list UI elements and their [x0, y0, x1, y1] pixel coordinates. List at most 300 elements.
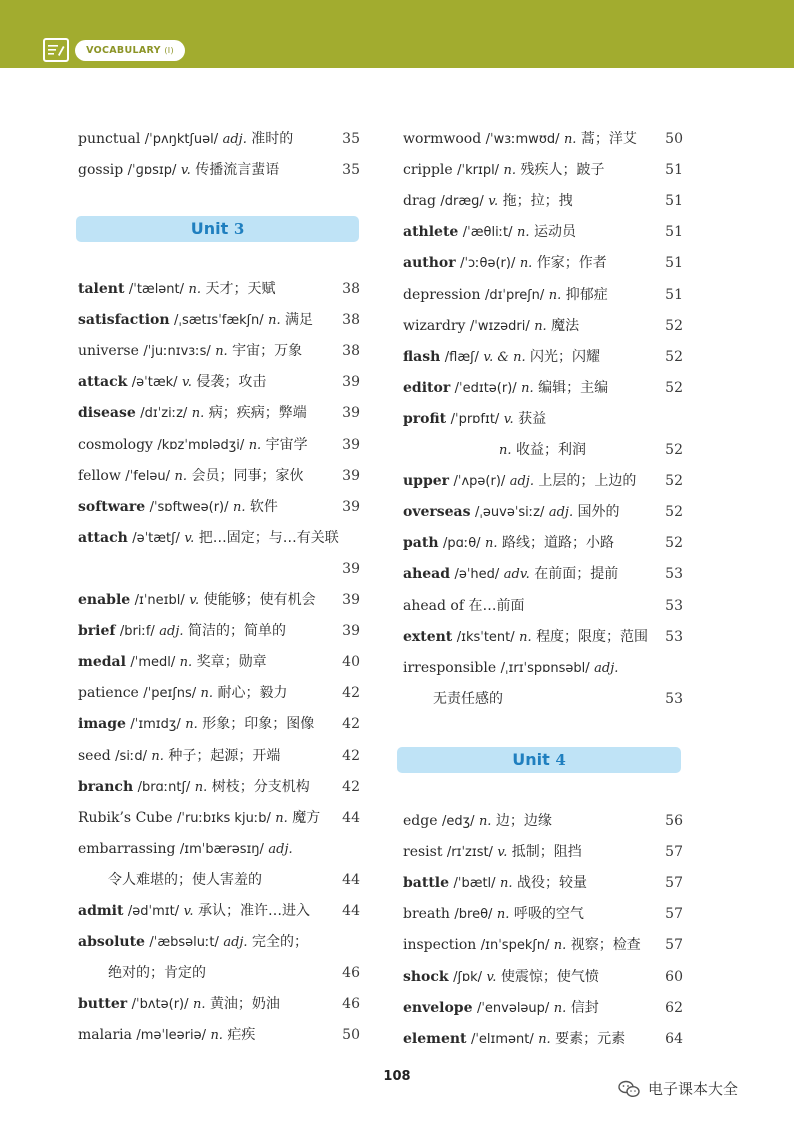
vocab-entry	[78, 495, 360, 519]
entry-meaning: 收益；利润	[515, 442, 586, 458]
entry-part-of-speech: n.	[519, 629, 532, 645]
entry-meaning: 在前面；提前	[534, 566, 619, 583]
entry-page-number: 39	[342, 436, 360, 453]
entry-word: satisfaction	[78, 312, 170, 329]
entry-page-number: 46	[342, 965, 360, 982]
entry-meaning: 疟疾	[227, 1027, 256, 1044]
entry-word: cripple	[403, 162, 453, 179]
entry-part-of-speech: n.	[179, 655, 193, 671]
entry-part-of-speech: n.	[496, 907, 510, 923]
entry-page-number: 51	[665, 224, 683, 241]
entry-text	[78, 127, 293, 152]
entry-phonetic: /edʒ/	[441, 814, 475, 829]
entry-part-of-speech: n.	[553, 1000, 567, 1016]
entry-part-of-speech: n.	[191, 406, 205, 422]
entry-part-of-speech: n.	[548, 287, 562, 303]
entry-part-of-speech: n.	[538, 1031, 551, 1047]
entry-text	[78, 433, 308, 458]
entry-word: gossip	[78, 162, 124, 179]
entry-meaning: 黄油；奶油	[209, 996, 280, 1013]
entry-word: malaria	[78, 1027, 132, 1044]
vocab-entry	[78, 619, 360, 643]
entry-meaning: 令人难堪的；使人害羞的	[108, 871, 262, 888]
entry-phonetic: /ˈruːbɪks kjuːb/	[177, 810, 271, 826]
vocab-entry	[78, 775, 360, 799]
entry-page-number: 44	[342, 903, 360, 919]
vocab-entry	[403, 251, 683, 275]
entry-text	[499, 438, 586, 463]
entry-page-number: 56	[665, 813, 683, 829]
entry-word: wormwood	[403, 131, 482, 147]
section-label-sub: (I)	[164, 46, 174, 55]
entry-meaning: 宇宙学	[265, 436, 308, 453]
entry-phonetic: /ˈbʌtə(r)/	[131, 997, 189, 1013]
entry-part-of-speech: n.	[192, 997, 206, 1013]
entry-meaning: 天才；天赋	[205, 281, 276, 297]
entry-word: edge	[403, 813, 438, 829]
entry-meaning: 拖；拉；拽	[502, 193, 573, 210]
vocab-entry	[78, 837, 360, 861]
vocab-entry	[403, 562, 683, 586]
entry-phonetic: /ədˈmɪt/	[127, 904, 180, 919]
entry-page-number: 57	[665, 875, 683, 892]
entry-word: path	[403, 535, 439, 552]
entry-meaning: 软件	[249, 498, 278, 515]
entry-text	[403, 407, 546, 432]
entry-text	[403, 933, 641, 958]
entry-text	[403, 562, 618, 587]
entry-page-number: 57	[665, 937, 683, 954]
entry-text	[403, 283, 608, 308]
entry-meaning: 程度；限度；范围	[536, 628, 649, 645]
entry-text	[78, 712, 314, 737]
entry-meaning: 上层的；上边的	[538, 473, 637, 490]
entry-text	[403, 656, 618, 681]
entry-page-number: 50	[665, 131, 683, 147]
entry-phonetic: /ˈæbsəluːt/	[149, 935, 219, 951]
entry-word: cosmology	[78, 436, 153, 453]
entry-word: fellow	[78, 467, 121, 484]
vocab-entry	[403, 469, 683, 493]
entry-part-of-speech: v.	[503, 411, 514, 427]
vocab-entry	[78, 992, 360, 1016]
entry-meaning: 残疾人；跛子	[520, 162, 605, 179]
entry-text	[403, 220, 576, 245]
entry-part-of-speech: n.	[200, 686, 214, 702]
entry-meaning: 耐心；毅力	[217, 685, 288, 702]
entry-phonetic: /ˌsætɪsˈfækʃn/	[174, 313, 264, 329]
entry-word: irresponsible	[403, 659, 497, 676]
entry-page-number: 53	[665, 597, 683, 614]
entry-page-number: 53	[665, 690, 683, 707]
entry-meaning: 宇宙；万象	[232, 343, 303, 360]
entry-word: branch	[78, 778, 134, 795]
vocab-entry	[403, 531, 683, 555]
vocab-entry	[403, 376, 683, 400]
entry-part-of-speech: n.	[485, 536, 498, 552]
entry-page-number: 39	[342, 405, 360, 422]
entry-part-of-speech: v.	[183, 904, 194, 919]
entry-meaning: 病；疾病；弊端	[208, 405, 307, 422]
vocab-entry	[403, 594, 683, 618]
vocab-entry	[403, 840, 683, 864]
entry-text	[78, 899, 310, 924]
entry-part-of-speech: adj.	[223, 935, 248, 951]
vocab-entry	[78, 158, 360, 182]
entry-word: element	[403, 1030, 467, 1047]
unit-heading-number: 4	[555, 751, 566, 769]
entry-text	[403, 594, 524, 618]
entry-part-of-speech: n.	[563, 132, 577, 147]
entry-word: universe	[78, 343, 139, 360]
entry-page-number: 51	[665, 286, 683, 303]
entry-part-of-speech: v. & n.	[483, 349, 526, 365]
entry-part-of-speech: n.	[534, 318, 547, 334]
entry-part-of-speech: v.	[486, 969, 497, 985]
entry-meaning: 树枝；分支机构	[211, 778, 310, 795]
entry-page-number: 52	[665, 473, 683, 490]
entry-phonetic: /ˈbætl/	[453, 876, 496, 892]
entry-part-of-speech: n.	[268, 313, 281, 329]
entry-part-of-speech: n.	[194, 779, 208, 795]
entry-phonetic: /ˈjuːnɪvɜːs/	[143, 344, 211, 360]
entry-phonetic: /ˈtælənt/	[128, 282, 185, 297]
entry-text	[78, 526, 339, 551]
entry-word: upper	[403, 473, 450, 490]
entry-phonetic: /ˈwɪzədri/	[469, 318, 530, 334]
entry-page-number: 52	[665, 442, 683, 458]
notebook-pencil-icon	[43, 38, 69, 62]
entry-word: athlete	[403, 224, 459, 241]
entry-phonetic: /ˌɪrɪˈspɒnsəbl/	[500, 660, 590, 676]
entry-word: ahead	[403, 566, 451, 583]
entry-part-of-speech: v.	[184, 530, 195, 546]
vocab-entry	[403, 438, 683, 462]
vocab-entry	[403, 996, 683, 1020]
entry-phonetic: /ɪnˈspekʃn/	[480, 938, 550, 954]
entry-text	[78, 588, 316, 613]
entry-phonetic: /flæʃ/	[444, 349, 479, 365]
entry-phonetic: /ʃɒk/	[453, 969, 482, 985]
entry-text	[108, 961, 206, 985]
entry-text	[403, 158, 604, 183]
entry-part-of-speech: n.	[151, 748, 164, 764]
entry-meaning: 运动员	[533, 224, 576, 241]
entry-meaning: 边；边缘	[495, 813, 552, 829]
entry-word: battle	[403, 875, 450, 892]
unit-heading-number: 3	[233, 220, 245, 238]
entry-page-number: 52	[665, 535, 683, 552]
entry-phonetic: /ˈpʌŋktʃuəl/	[144, 132, 219, 147]
entry-word: embarrassing	[78, 840, 176, 857]
entry-phonetic: /ɪksˈtent/	[456, 629, 515, 645]
entry-meaning: 编辑；主编	[538, 379, 609, 396]
entry-word: attack	[78, 374, 128, 391]
vocab-entry	[78, 868, 360, 892]
section-label	[75, 40, 185, 61]
entry-meaning: 获益	[518, 410, 547, 427]
entry-part-of-speech: n.	[500, 876, 513, 892]
entry-page-number: 46	[342, 996, 360, 1013]
entry-word: envelope	[403, 999, 473, 1016]
vocab-entry	[78, 127, 360, 151]
entry-text	[78, 806, 320, 831]
entry-meaning: 无责任感的	[433, 690, 503, 707]
unit-heading-label: Unit	[512, 750, 550, 769]
vocab-entry	[403, 656, 683, 680]
entry-text	[403, 127, 637, 152]
entry-part-of-speech: n.	[210, 1028, 223, 1044]
entry-phonetic: /məˈleəriə/	[136, 1028, 206, 1044]
entry-phonetic: /ˈwɜːmwʊd/	[485, 132, 560, 147]
entry-part-of-speech: v.	[180, 163, 191, 179]
entry-meaning: 路线；道路；小路	[502, 535, 614, 552]
entry-text	[403, 251, 607, 276]
entry-part-of-speech: adj.	[268, 841, 293, 857]
entry-page-number: 51	[665, 255, 683, 272]
entry-page-number: 57	[665, 844, 683, 861]
vocab-entry	[403, 345, 683, 369]
entry-meaning: 完全的；	[252, 934, 309, 951]
entry-page-number: 39	[342, 560, 360, 577]
entry-phonetic: /ˈenvələup/	[476, 1000, 550, 1016]
entry-page-number: 42	[342, 778, 360, 795]
entry-part-of-speech: n.	[188, 282, 201, 297]
entry-meaning: 呼吸的空气	[513, 906, 584, 923]
entry-text	[403, 625, 648, 650]
vocab-entry	[403, 687, 683, 711]
entry-text	[403, 902, 584, 927]
entry-meaning: 视察；检查	[570, 937, 641, 954]
entry-word: admit	[78, 903, 124, 919]
entry-meaning: 奖章；勋章	[196, 654, 267, 671]
entry-page-number: 52	[665, 504, 683, 521]
entry-text	[78, 495, 278, 520]
entry-text	[78, 158, 279, 183]
entry-word: profit	[403, 410, 447, 427]
entry-phonetic: /əˈtætʃ/	[132, 530, 180, 546]
vocab-entry	[403, 1027, 683, 1051]
vocab-entry	[403, 407, 683, 431]
entry-text	[403, 965, 599, 990]
entry-meaning: 绝对的；肯定的	[108, 965, 206, 982]
entry-meaning: 魔法	[551, 317, 580, 334]
entry-phonetic: /brɑːntʃ/	[137, 779, 191, 795]
entry-word: Rubik’s Cube	[78, 809, 173, 826]
vocab-entry	[403, 220, 683, 244]
entry-page-number: 53	[665, 628, 683, 645]
entry-word: seed	[78, 747, 111, 764]
unit-heading	[76, 216, 359, 242]
entry-part-of-speech: n.	[248, 437, 262, 453]
entry-phonetic: /ˈpeɪʃns/	[143, 686, 197, 702]
vocab-entry	[78, 464, 360, 488]
entry-phonetic: /ˌəuvəˈsiːz/	[474, 505, 545, 521]
entry-meaning: 抵制；阻挡	[511, 844, 582, 861]
entry-text	[78, 277, 275, 302]
entry-text	[78, 308, 313, 333]
entry-text	[78, 619, 286, 644]
entry-word: ahead of	[403, 597, 465, 614]
page-header-band	[0, 0, 794, 68]
entry-page-number: 42	[342, 685, 360, 702]
section-label-text: VOCABULARY	[86, 45, 161, 56]
entry-page-number: 38	[342, 281, 360, 297]
vocab-entry	[78, 899, 360, 923]
entry-phonetic: /ˈfeləu/	[125, 468, 171, 484]
vocab-entry	[78, 308, 360, 332]
entry-word: resist	[403, 844, 443, 861]
vocab-entry	[78, 930, 360, 954]
entry-phonetic: /briːf/	[119, 624, 155, 640]
vocab-entry	[78, 370, 360, 394]
entry-phonetic: /ˈɡɒsɪp/	[127, 163, 177, 179]
entry-part-of-speech: n.	[478, 814, 492, 829]
entry-part-of-speech: adj.	[594, 660, 619, 676]
vocab-entry	[78, 806, 360, 830]
entry-meaning: 作家；作者	[536, 255, 607, 272]
entry-meaning: 信封	[570, 999, 599, 1016]
entry-page-number: 60	[665, 968, 683, 985]
entry-phonetic: /əˈhed/	[454, 567, 500, 583]
entry-part-of-speech: v.	[181, 375, 192, 391]
entry-text	[78, 650, 267, 675]
entry-meaning: 准时的	[251, 131, 294, 147]
entry-phonetic: /ˈæθliːt/	[462, 225, 513, 241]
entry-page-number: 52	[665, 317, 683, 334]
entry-meaning: 蒿；洋艾	[580, 131, 637, 147]
entry-part-of-speech: adv.	[503, 567, 530, 583]
entry-word: butter	[78, 996, 128, 1013]
entry-word: breath	[403, 906, 450, 923]
vocab-entry	[403, 158, 683, 182]
entry-page-number: 64	[665, 1030, 683, 1047]
vocab-entry	[78, 401, 360, 425]
entry-part-of-speech: adj.	[548, 505, 574, 521]
entry-text	[403, 531, 614, 556]
entry-part-of-speech: n.	[174, 468, 188, 484]
entry-part-of-speech: n.	[499, 443, 512, 458]
entry-meaning: 种子；起源；开端	[168, 747, 281, 764]
entry-word: punctual	[78, 131, 141, 147]
entry-text	[403, 500, 620, 525]
vocab-entry	[78, 1023, 360, 1047]
vocab-entry	[403, 500, 683, 524]
watermark-text: 电子课本大全	[648, 1080, 739, 1098]
entry-word: author	[403, 255, 456, 272]
entry-meaning: 承认；准许…进入	[197, 903, 310, 919]
entry-meaning: 在…前面	[468, 597, 525, 614]
entry-phonetic: /ˈedɪtə(r)/	[454, 380, 517, 396]
entry-text	[78, 992, 280, 1017]
vocab-entry	[78, 526, 360, 550]
entry-text	[78, 1023, 255, 1048]
entry-word: editor	[403, 379, 451, 396]
entry-text	[108, 868, 262, 892]
entry-text	[403, 996, 599, 1021]
entry-part-of-speech: n.	[232, 499, 246, 515]
entry-page-number: 39	[342, 374, 360, 391]
unit-heading-label: Unit	[190, 219, 229, 238]
entry-text	[78, 464, 303, 489]
entry-word: enable	[78, 592, 131, 608]
entry-phonetic: /ˈɔːθə(r)/	[460, 256, 516, 272]
vocab-entry	[403, 933, 683, 957]
entry-part-of-speech: n.	[185, 717, 198, 733]
entry-meaning: 使能够；使有机会	[203, 592, 316, 608]
unit-heading	[397, 747, 681, 773]
entry-page-number: 39	[342, 498, 360, 515]
entry-text	[78, 339, 302, 364]
entry-part-of-speech: adj.	[222, 132, 247, 147]
entry-page-number: 53	[665, 566, 683, 583]
vocab-entry	[403, 283, 683, 307]
entry-phonetic: /dræɡ/	[440, 194, 484, 210]
entry-part-of-speech: n.	[275, 810, 288, 826]
entry-meaning: 满足	[285, 312, 314, 329]
entry-word: attach	[78, 529, 128, 546]
entry-part-of-speech: n.	[215, 344, 228, 360]
entry-meaning: 把…固定；与…有关联	[198, 529, 339, 546]
entry-phonetic: /ˈelɪmənt/	[470, 1031, 534, 1047]
entry-page-number: 44	[342, 871, 360, 888]
vocab-entry	[78, 588, 360, 612]
vocab-entry	[78, 650, 360, 674]
entry-text	[403, 345, 600, 370]
entry-page-number: 38	[342, 343, 360, 360]
entry-word: overseas	[403, 504, 471, 521]
vocab-entry	[78, 433, 360, 457]
entry-part-of-speech: n.	[519, 256, 533, 272]
entry-meaning: 形象；印象；图像	[202, 716, 315, 733]
entry-text	[403, 809, 552, 834]
entry-text	[403, 1027, 625, 1052]
entry-text	[403, 871, 587, 896]
entry-word: flash	[403, 348, 441, 365]
entry-phonetic: /breθ/	[454, 907, 493, 923]
entry-meaning: 战役；较量	[516, 875, 587, 892]
entry-phonetic: /siːd/	[115, 748, 147, 764]
vocab-entry	[78, 339, 360, 363]
entry-page-number: 42	[342, 747, 360, 764]
entry-phonetic: /pɑːθ/	[442, 536, 481, 552]
vocab-entry	[403, 902, 683, 926]
entry-text	[403, 376, 608, 401]
entry-page-number: 57	[665, 906, 683, 923]
entry-page-number: 39	[342, 592, 360, 608]
entry-page-number: 51	[665, 162, 683, 179]
entry-part-of-speech: n.	[517, 225, 530, 241]
vocab-entry	[403, 189, 683, 213]
entry-phonetic: /ˈʌpə(r)/	[453, 474, 506, 490]
entry-meaning: 魔方	[292, 809, 321, 826]
entry-word: image	[78, 716, 126, 733]
entry-page-number: 62	[665, 999, 683, 1016]
entry-page-number: 38	[342, 312, 360, 329]
vocab-entry	[403, 965, 683, 989]
vocab-entry	[78, 961, 360, 985]
entry-text	[78, 930, 308, 955]
entry-phonetic: /ˈɪmɪdʒ/	[130, 717, 181, 733]
entry-part-of-speech: adj.	[509, 474, 534, 490]
entry-word: medal	[78, 654, 126, 671]
vocab-entry	[78, 744, 360, 768]
vocab-entry	[78, 557, 360, 581]
entry-phonetic: /ɪˈneɪbl/	[134, 593, 185, 608]
entry-text	[403, 189, 573, 214]
entry-text	[78, 837, 293, 862]
entry-page-number: 35	[342, 131, 360, 147]
